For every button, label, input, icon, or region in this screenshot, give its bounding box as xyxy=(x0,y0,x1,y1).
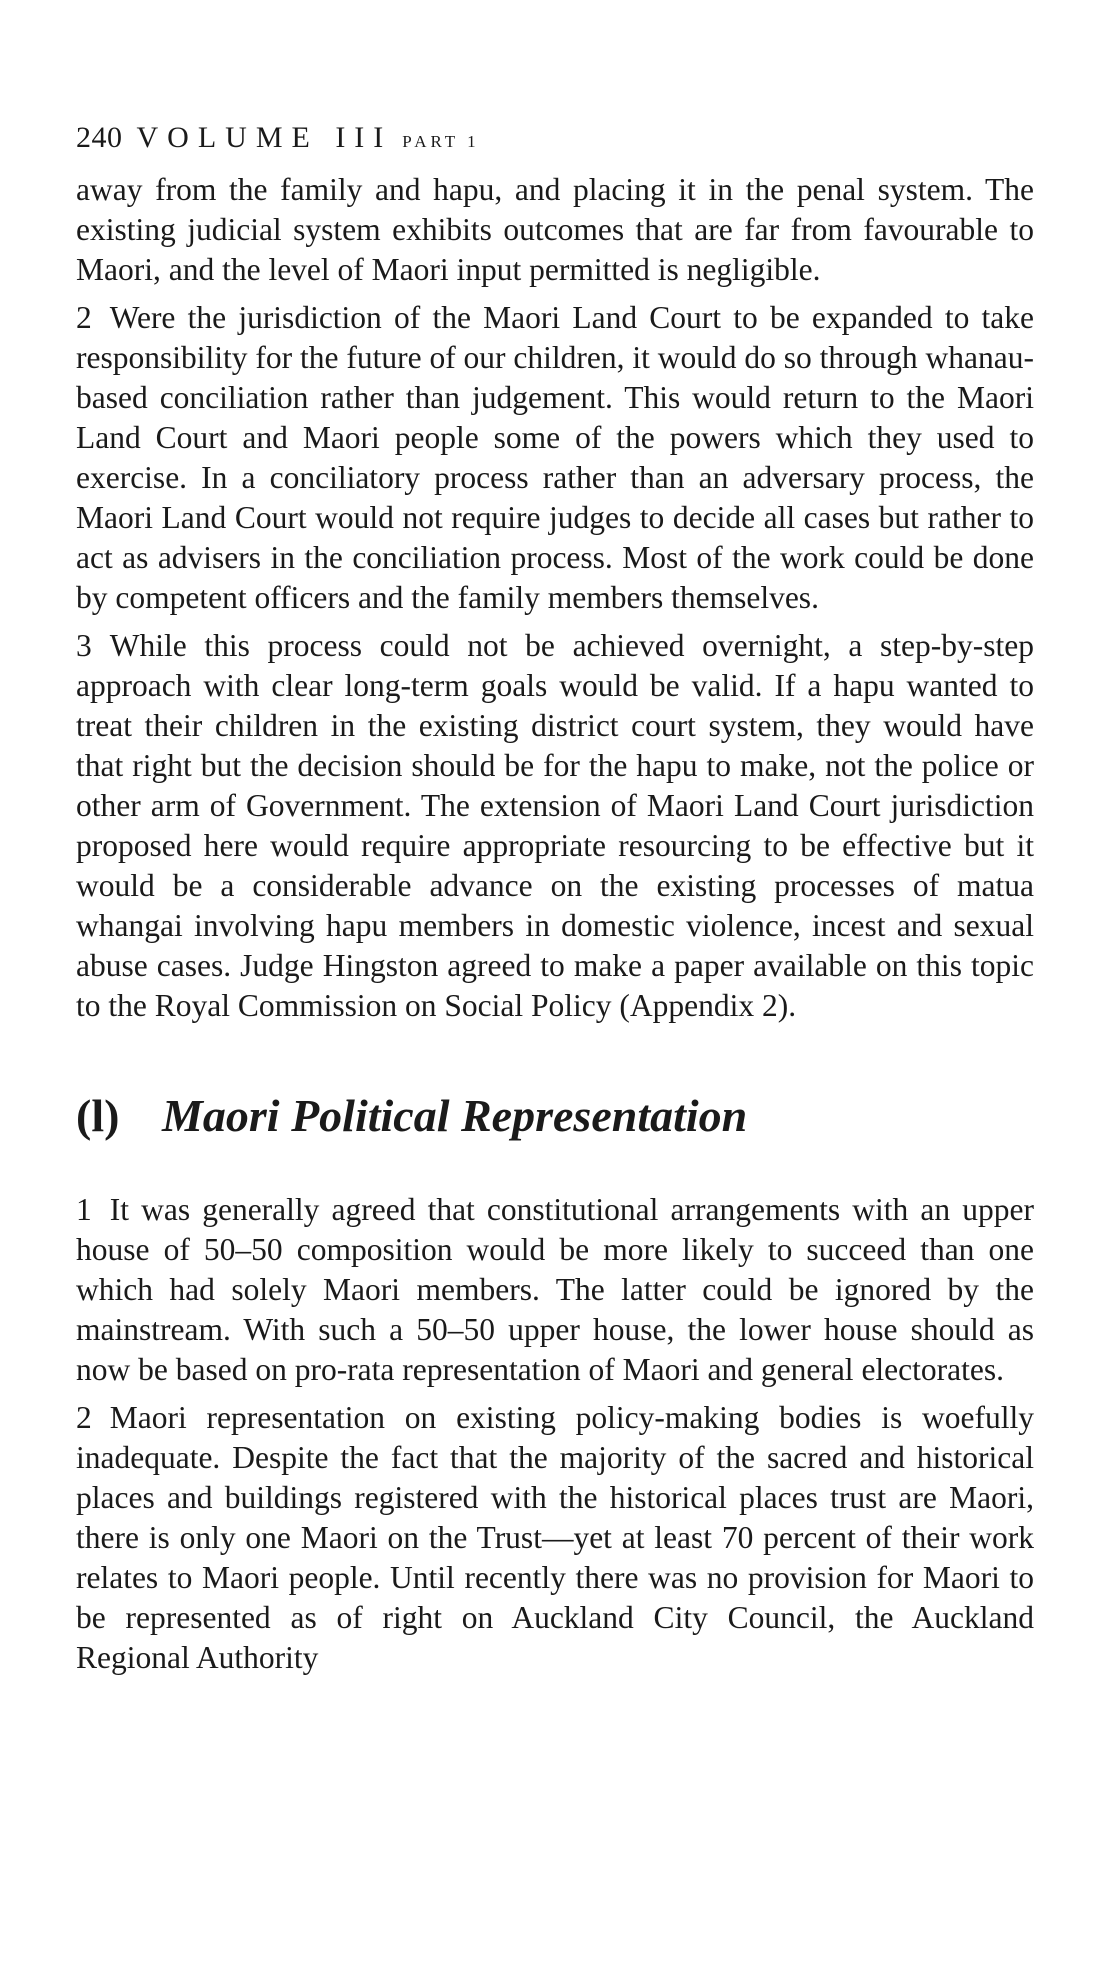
paragraph-text: It was generally agreed that constitutional arrangements with an upper house of 50–50 composition would be more likely to succeed than one which had solely Maori members. The latter could be ignored by the mainstream. With such a 50–50 upper house, the lower house should as now be based on pro-rata representation of Maori and general electorates. xyxy=(76,1192,1034,1387)
paragraph-continued xyxy=(76,170,1034,290)
paragraph-l-1 xyxy=(76,1190,1034,1390)
paragraph-text: Were the jurisdiction of the Maori Land Court to be expanded to take responsibility for the future of our children, it would do so through whanau-based conciliation rather than judgement. This would return to the Maori Land Court and Maori people some of the powers which they used to exercise. In a conciliatory process rather than an adversary process, the Maori Land Court would not require judges to decide all cases but rather to act as advisers in the conciliation process. Most of the work could be done by competent officers and the family members themselves. xyxy=(76,300,1034,615)
part-label: PART 1 xyxy=(402,132,480,151)
section-title: Maori Political Representation xyxy=(162,1090,748,1141)
running-head xyxy=(76,118,1034,162)
paragraph-l-2 xyxy=(76,1398,1034,1678)
paragraph-number: 2 xyxy=(76,300,92,335)
paragraph-number: 2 xyxy=(76,1400,92,1435)
paragraph-text: away from the family and hapu, and placing it in the penal system. The existing judicial system exhibits outcomes that are far from favourable to Maori, and the level of Maori input permitted is negligible. xyxy=(76,172,1034,287)
paragraph-number: 3 xyxy=(76,628,92,663)
paragraph-3 xyxy=(76,626,1034,1026)
volume-label: VOLUME III xyxy=(136,121,393,154)
paragraph-number: 1 xyxy=(76,1192,92,1227)
document-page xyxy=(76,118,1034,1686)
paragraph-2 xyxy=(76,298,1034,618)
section-number: (l) xyxy=(76,1090,120,1141)
paragraph-text: While this process could not be achieved overnight, a step-by-step approach with clear long-term goals would be valid. If a hapu wanted to treat their children in the existing district court system, they would have that right but the decision should be for the hapu to make, not the police or other arm of Government. The extension of Maori Land Court jurisdiction proposed here would require appropriate resourcing to be effective but it would be a considerable advance on the existing processes of matua whangai involving hapu members in domestic violence, incest and sexual abuse cases. Judge Hingston agreed to make a paper available on this topic to the Royal Commission on Social Policy (Appendix 2). xyxy=(76,628,1034,1023)
page-number: 240 xyxy=(76,121,123,154)
section-heading xyxy=(76,1090,1034,1142)
paragraph-text: Maori representation on existing policy-making bodies is woefully inadequate. Despite the fact that the majority of the sacred and historical places and buildings registered with the historical places trust are Maori, there is only one Maori on the Trust—yet at least 70 percent of their work relates to Maori people. Until recently there was no provision for Maori to be represented as of right on Auckland City Council, the Auckland Regional Authority xyxy=(76,1400,1034,1675)
